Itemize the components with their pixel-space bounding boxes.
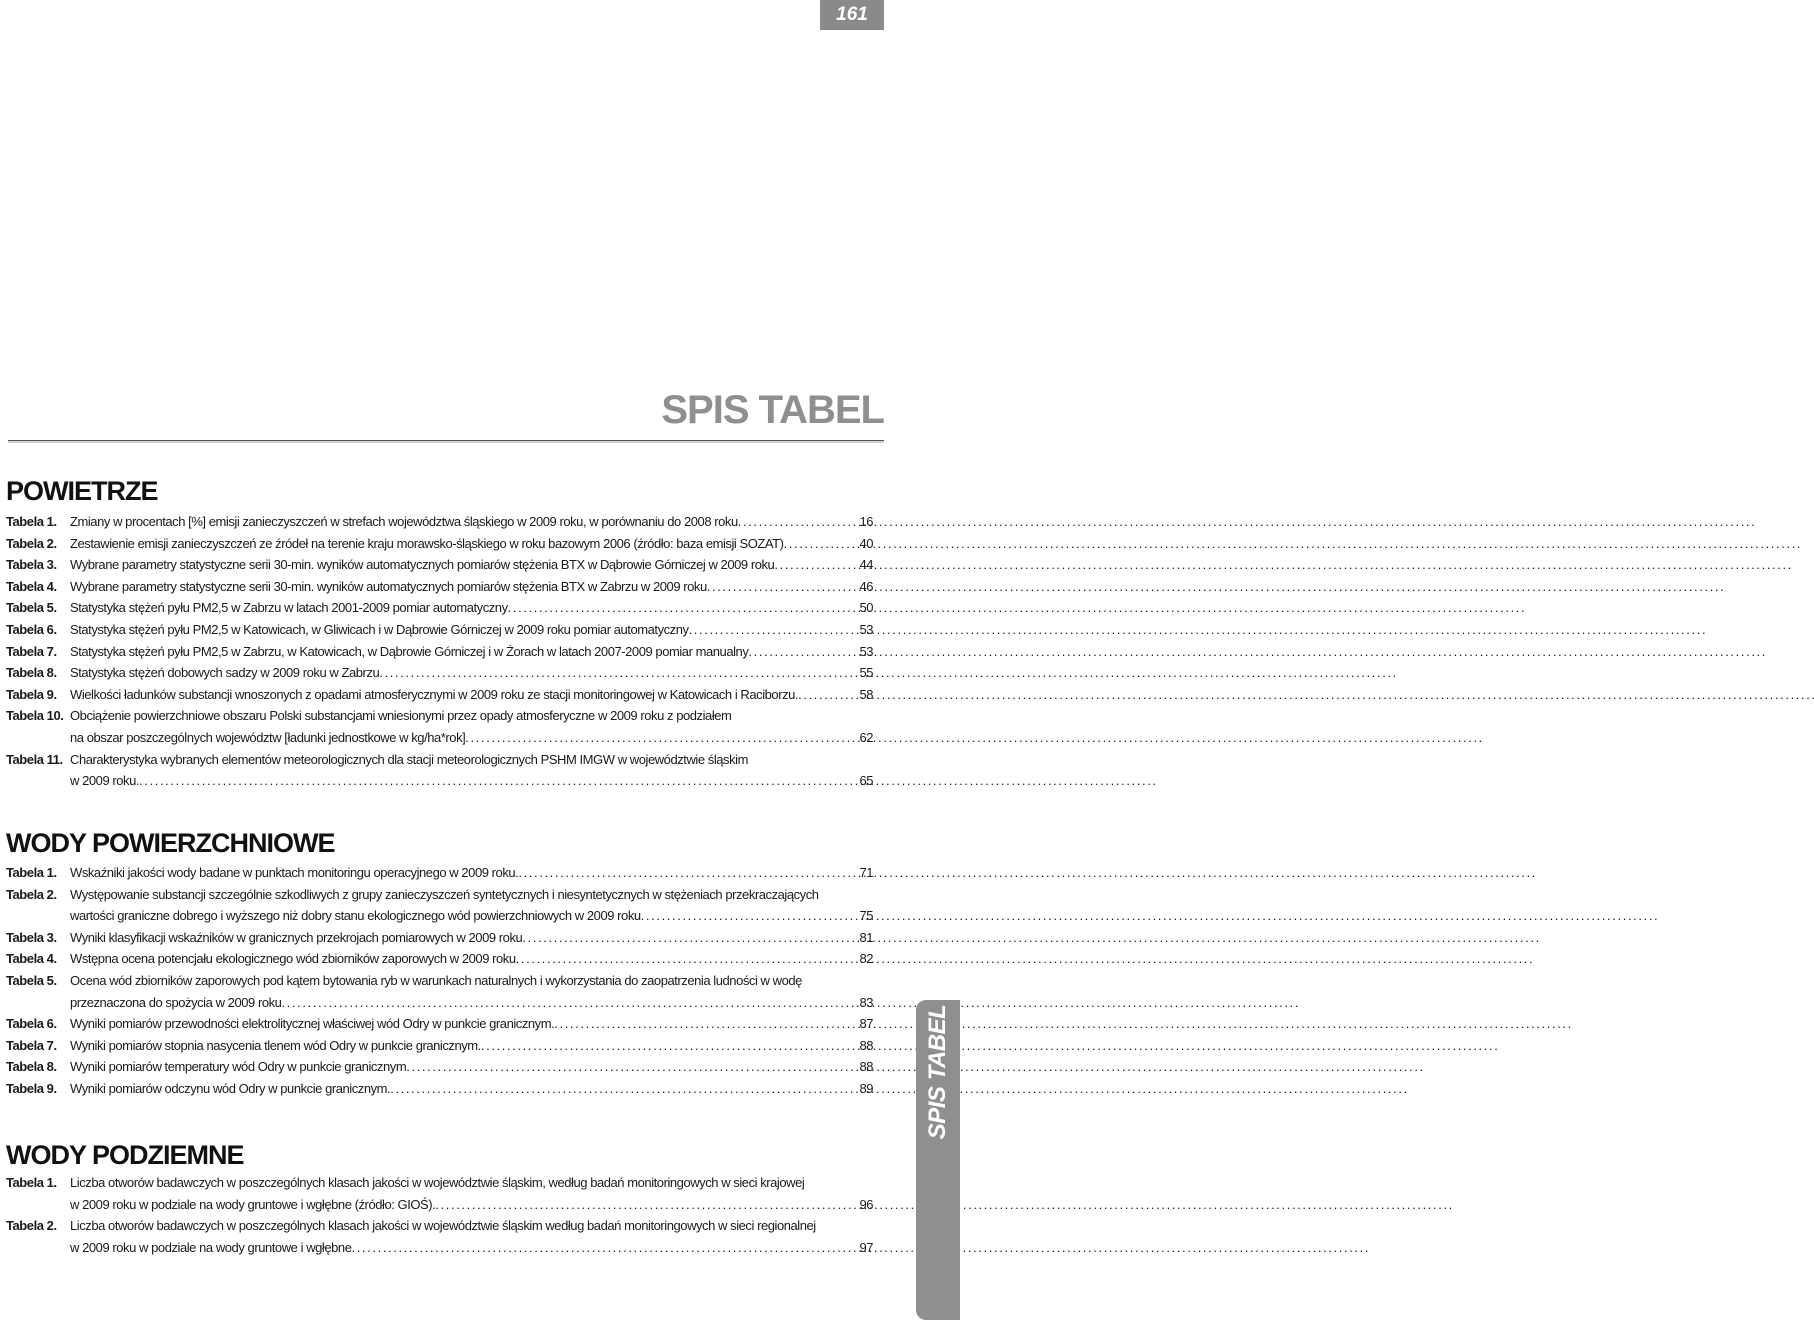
toc-entry-text: Charakterystyka wybranych elementów meteorologicznych dla stacji meteorologicznych PSHM IMGW w województwie śląskim (70, 751, 748, 767)
toc-entry-text: Wstępna ocena potencjału ekologicznego wód zbiorników zaporowych w 2009 roku (70, 951, 516, 967)
toc-entry[interactable] (6, 862, 873, 884)
toc-entry-page: 55 (859, 665, 873, 681)
toc-entry[interactable] (6, 684, 873, 706)
dot-leader (641, 905, 857, 927)
dot-leader (435, 1194, 856, 1216)
toc-entry-label: Tabela 3. (6, 929, 57, 945)
dot-leader (689, 619, 857, 641)
dot-leader (465, 727, 856, 749)
toc-entry-page: 16 (859, 514, 873, 529)
dot-leader (508, 597, 857, 619)
toc-entry-label: Tabela 4. (6, 951, 57, 967)
toc-entry-text: na obszar poszczególnych województw [ładunki jednostkowe w kg/ha*rok] (70, 729, 466, 745)
toc-entry-text: Wyniki klasyfikacji wskaźników w granicznych przekrojach pomiarowych w 2009 roku (70, 929, 523, 945)
side-tab (916, 1000, 960, 1320)
toc-entry[interactable] (6, 576, 873, 598)
side-tab-label: SPIS TABEL (924, 1004, 951, 1140)
toc-entry-label: Tabela 5. (6, 600, 57, 616)
toc-entry-label: Tabela 6. (6, 621, 57, 637)
toc-entry-text: w 2009 roku w podziale na wody gruntowe i wgłębne (źródło: GIOŚ). (70, 1196, 436, 1212)
dot-leader (281, 992, 856, 1014)
toc-entry-label: Tabela 11. (6, 751, 63, 767)
toc-entry-page: 82 (859, 951, 873, 967)
dot-leader (379, 662, 856, 684)
dot-leader (390, 1078, 856, 1100)
dot-leader (784, 533, 857, 555)
section-heading-wody-powierzchniowe: WODY POWIERZCHNIOWE (6, 828, 335, 858)
toc-entry-text: Statystyka stężeń dobowych sadzy w 2009 roku w Zabrzu (70, 665, 380, 681)
toc-entry-page: 53 (859, 643, 873, 659)
toc-entry-label: Tabela 1. (6, 1175, 57, 1190)
toc-entry-page: 62 (859, 729, 873, 745)
dot-leader (516, 948, 857, 970)
toc-entry-text: Wybrane parametry statystyczne serii 30-min. wyników automatycznych pomiarów stężenia BTX w Dąbrowie Górniczej w 2009 roku (70, 557, 775, 573)
toc-entry-label: Tabela 10. (6, 708, 64, 724)
dot-leader (707, 576, 857, 598)
toc-entry-text: Zestawienie emisji zanieczyszczeń ze źródeł na terenie kraju morawsko-śląskiego w roku bazowym 2006 (źródło: baza emisji SOZAT) (70, 535, 784, 551)
dot-leader (554, 1013, 856, 1035)
toc-entry-label: Tabela 7. (6, 643, 57, 659)
toc-entry[interactable] (6, 948, 873, 970)
toc-entry[interactable] (6, 749, 873, 792)
toc-entry-label: Tabela 2. (6, 535, 57, 551)
toc-entry-label: Tabela 8. (6, 1059, 57, 1075)
toc-entry-label: Tabela 5. (6, 972, 57, 988)
toc-entry-page: 44 (859, 557, 873, 573)
toc-entry[interactable] (6, 1172, 873, 1215)
toc-entry-text: Statystyka stężeń pyłu PM2,5 w Zabrzu w latach 2001-2009 pomiar automatyczny (70, 600, 508, 616)
toc-entry-label: Tabela 2. (6, 886, 57, 902)
toc-entry-label: Tabela 1. (6, 514, 57, 529)
toc-entry-text: Liczba otworów badawczych w poszczególnych klasach jakości w województwie śląskim według badań monitoringowych w sieci regionalnej (70, 1218, 816, 1234)
toc-entry-page: 88 (859, 1059, 873, 1075)
toc-entry-text: Wyniki pomiarów odczynu wód Odry w punkcie granicznym. (70, 1080, 391, 1096)
toc-entry[interactable] (6, 662, 873, 684)
toc-entry-page: 81 (859, 929, 873, 945)
toc-entry-page: 65 (859, 773, 873, 789)
toc-entry-page: 71 (859, 865, 873, 880)
toc-entry-text: Wyniki pomiarów temperatury wód Odry w punkcie granicznym (70, 1059, 407, 1075)
toc-entry-label: Tabela 2. (6, 1218, 57, 1234)
toc-entry-page: 96 (859, 1196, 873, 1212)
dot-leader (406, 1056, 856, 1078)
toc-entry-text: Występowanie substancji szczególnie szkodliwych z grupy zanieczyszczeń syntetycznych i niesyntetycznych w stężeniach przekraczających (70, 886, 819, 902)
toc-entry-label: Tabela 3. (6, 557, 57, 573)
toc-entry-label: Tabela 6. (6, 1016, 57, 1032)
title-divider-shadow (8, 441, 884, 443)
toc-entry[interactable] (6, 641, 873, 663)
toc-entry-label: Tabela 4. (6, 578, 57, 594)
toc-entry-page: 88 (859, 1037, 873, 1053)
dot-leader (774, 554, 856, 576)
toc-entry-label: Tabela 9. (6, 686, 57, 702)
toc-entry[interactable] (6, 533, 873, 555)
toc-entry-label: Tabela 8. (6, 665, 57, 681)
toc-entry-label: Tabela 9. (6, 1080, 57, 1096)
toc-entry-page: 58 (859, 686, 873, 702)
toc-entry-text: Liczba otworów badawczych w poszczególnych klasach jakości w województwie śląskim, według badań monitoringowych w sieci krajowej (70, 1175, 805, 1190)
toc-entry-text: w 2009 roku. (70, 773, 140, 789)
toc-entry[interactable] (6, 1215, 873, 1258)
dot-leader (798, 684, 856, 706)
toc-entry-label: Tabela 1. (6, 865, 57, 880)
toc-entry[interactable] (6, 554, 873, 576)
toc-entry-page: 97 (859, 1239, 873, 1255)
toc-entry[interactable] (6, 927, 873, 949)
dot-leader (518, 862, 856, 884)
toc-entry-page: 46 (859, 578, 873, 594)
toc-list-wody-podziemne (6, 1172, 873, 1258)
toc-list-wody-powierzchniowe (6, 862, 873, 1100)
toc-entry-text: Wskaźniki jakości wody badane w punktach monitoringu operacyjnego w 2009 roku. (70, 865, 519, 880)
dot-leader (351, 1237, 856, 1259)
toc-entry-text: Statystyka stężeń pyłu PM2,5 w Zabrzu, w Katowicach, w Dąbrowie Górniczej i w Żorach w latach 2007-2009 pomiar manualny (70, 643, 749, 659)
toc-entry[interactable] (6, 1035, 873, 1057)
toc-entry-page: 83 (859, 994, 873, 1010)
toc-entry-text: przeznaczona do spożycia w 2009 roku (70, 994, 282, 1010)
dot-leader (139, 770, 856, 792)
toc-entry-text: Wyniki pomiarów przewodności elektrolitycznej właściwej wód Odry w punkcie granicznym. (70, 1016, 555, 1032)
toc-entry-text: Wielkości ładunków substancji wnoszonych z opadami atmosferycznymi w 2009 roku ze stacji monitoringowej w Katowicach i Raciborzu. (70, 686, 799, 702)
toc-entry[interactable] (6, 1078, 873, 1100)
dot-leader (738, 511, 857, 533)
toc-entry-text: Statystyka stężeń pyłu PM2,5 w Katowicach, w Gliwicach i w Dąbrowie Górniczej w 2009 roku pomiar automatyczny (70, 621, 689, 637)
toc-entry[interactable] (6, 970, 873, 1013)
toc-entry-page: 89 (859, 1080, 873, 1096)
toc-entry-text: Wybrane parametry statystyczne serii 30-min. wyników automatycznych pomiarów stężenia BTX w Zabrzu w 2009 roku (70, 578, 707, 594)
toc-entry[interactable] (6, 511, 873, 533)
section-heading-powietrze: POWIETRZE (6, 476, 158, 506)
page-number: 161 (820, 0, 884, 30)
toc-entry-text: Zmiany w procentach [%] emisji zanieczyszczeń w strefach województwa śląskiego w 2009 roku, w porównaniu do 2008 roku (70, 514, 738, 529)
dot-leader (748, 641, 856, 663)
toc-entry-page: 53 (859, 621, 873, 637)
toc-entry-page: 50 (859, 600, 873, 616)
toc-entry-text: Obciążenie powierzchniowe obszaru Polski substancjami wniesionymi przez opady atmosferyczne w 2009 roku z podziałem (70, 708, 732, 724)
toc-entry-page: 40 (859, 535, 873, 551)
toc-entry-text: Ocena wód zbiorników zaporowych pod kątem bytowania ryb w warunkach naturalnych i wykorzystania do zaopatrzenia ludności w wodę (70, 972, 802, 988)
toc-entry[interactable] (6, 1056, 873, 1078)
dot-leader (481, 1035, 857, 1057)
dot-leader (522, 927, 856, 949)
toc-entry-page: 87 (859, 1016, 873, 1032)
toc-entry-text: Wyniki pomiarów stopnia nasycenia tlenem wód Odry w punkcie granicznym. (70, 1037, 481, 1053)
toc-entry[interactable] (6, 597, 873, 619)
toc-entry-page: 75 (859, 908, 873, 924)
page-title: SPIS TABEL (661, 388, 884, 432)
toc-entry[interactable] (6, 619, 873, 641)
toc-entry-text: w 2009 roku w podziale na wody gruntowe i wgłębne (70, 1239, 352, 1255)
toc-entry[interactable] (6, 1013, 873, 1035)
section-heading-wody-podziemne: WODY PODZIEMNE (6, 1140, 244, 1170)
toc-entry[interactable] (6, 705, 873, 748)
toc-list-powietrze (6, 511, 873, 792)
toc-entry[interactable] (6, 884, 873, 927)
toc-entry-label: Tabela 7. (6, 1037, 57, 1053)
toc-entry-text: wartości graniczne dobrego i wyższego niż dobry stanu ekologicznego wód powierzchniowych w 2009 roku (70, 908, 641, 924)
